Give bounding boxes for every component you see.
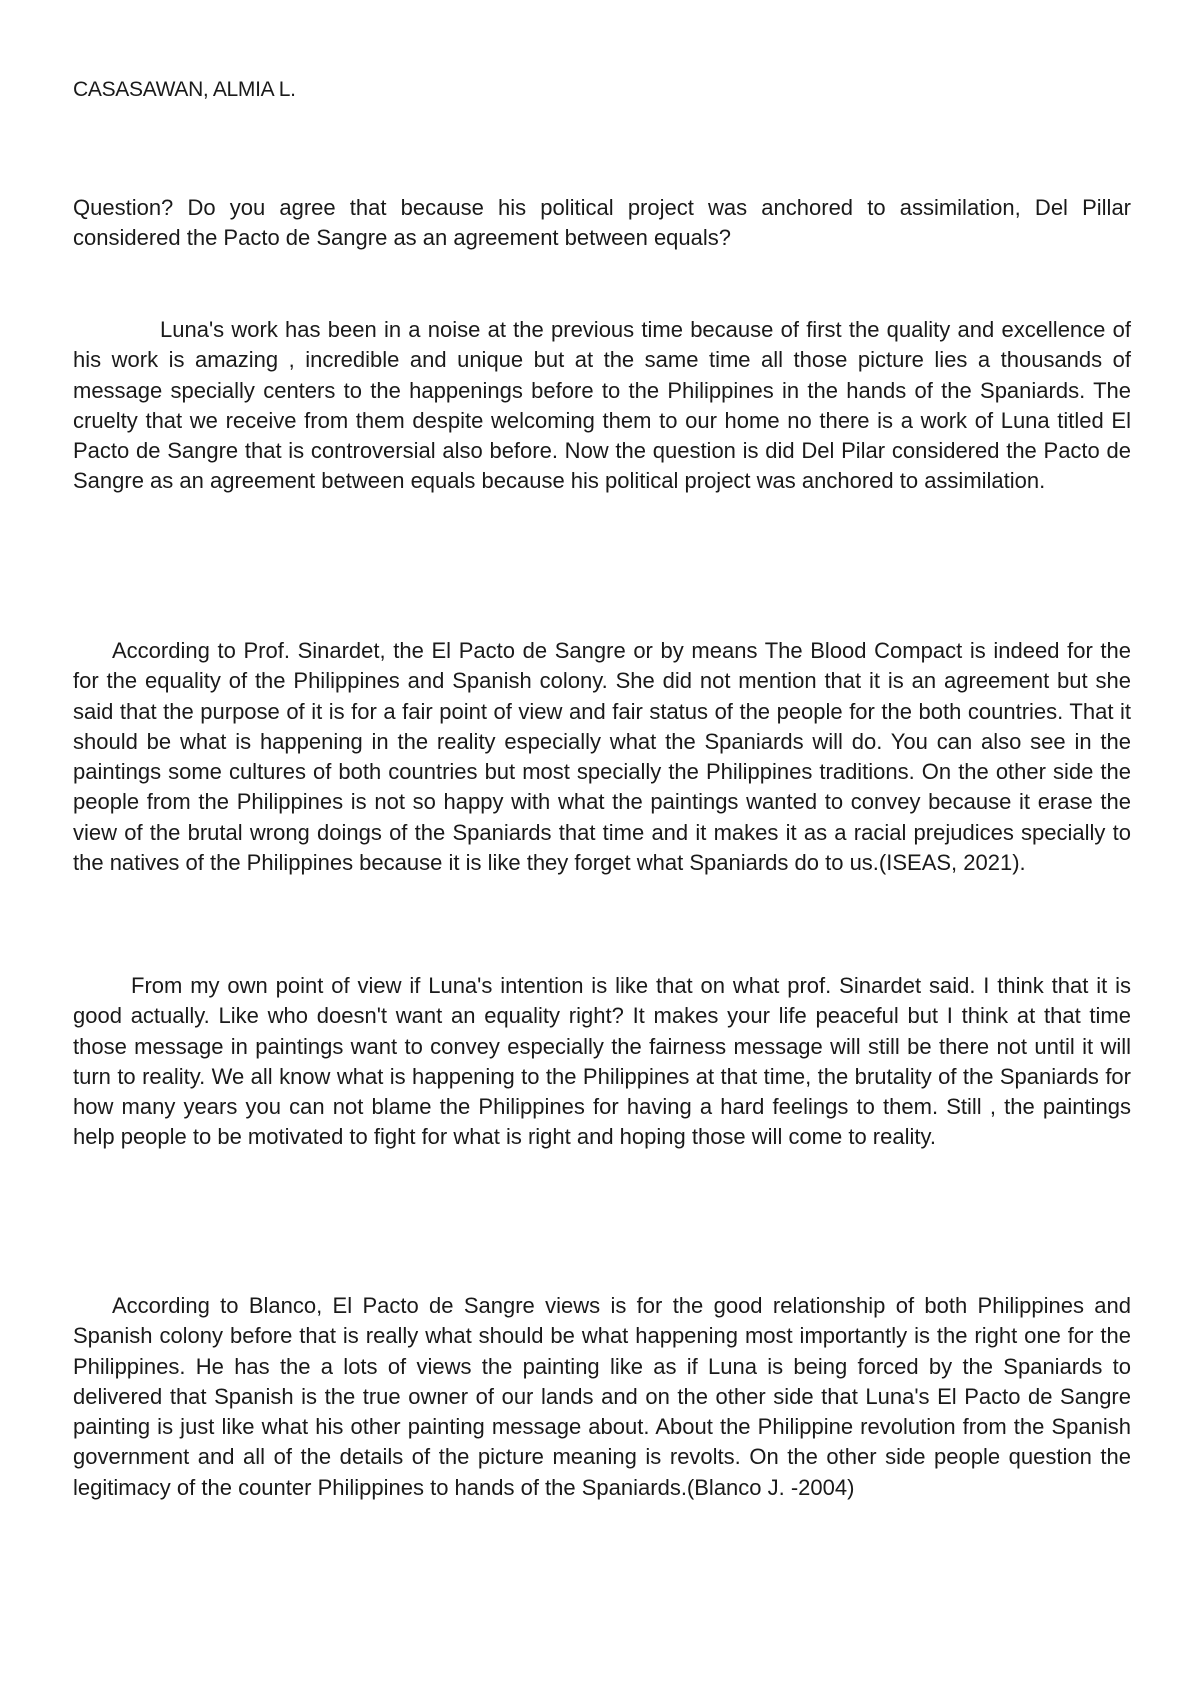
question-text: Question? Do you agree that because his political project was anchored to assimilation, Del Pillar considered the Pacto de Sangre as an agreement between equals? (73, 195, 1131, 251)
author-name: CASASAWAN, ALMIA L. (73, 78, 296, 101)
paragraph-luna-work: Luna's work has been in a noise at the previous time because of first the quality and excellence of his work is amazing , incredible and unique but at the same time all those picture lies a thousands of message specially centers to the happenings before to the Philippines in the hands of the Spaniards. The cruelty that we receive from them despite welcoming them to our home no there is a work of Luna titled El Pacto de Sangre that is controversial also before. Now the question is did Del Pilar considered the Pacto de Sangre as an agreement between equals because his political project was anchored to assimilation. (73, 317, 1131, 494)
paragraph-sinardet: According to Prof. Sinardet, the El Pacto de Sangre or by means The Blood Compact is indeed for the for the equality of the Philippines and Spanish colony. She did not mention that it is an agreement but she said that the purpose of it is for a fair point of view and fair status of the people for the both countries. That it should be what is happening in the reality especially what the Spaniards will do. You can also see in the paintings some cultures of both countries but most specially the Philippines traditions. On the other side the people from the Philippines is not so happy with what the paintings wanted to convey because it erase the view of the brutal wrong doings of the Spaniards that time and it makes it as a racial prejudices specially to the natives of the Philippines because it is like they forget what Spaniards do to us.(ISEAS, 2021). (73, 638, 1131, 876)
paragraph-blanco: According to Blanco, El Pacto de Sangre views is for the good relationship of both Philippines and Spanish colony before that is really what should be what happening most importantly is the right one for the Philippines. He has the a lots of views the painting like as if Luna is being forced by the Spaniards to delivered that Spanish is the true owner of our lands and on the other side that Luna's El Pacto de Sangre painting is just like what his other painting message about. About the Philippine revolution from the Spanish government and all of the details of the picture meaning is revolts. On the other side people question the legitimacy of the counter Philippines to hands of the Spaniards.(Blanco J. -2004) (73, 1293, 1131, 1500)
paragraph-own-view: From my own point of view if Luna's intention is like that on what prof. Sinardet said. I think that it is good actually. Like who doesn't want an equality right? It makes your life peaceful but I think at that time those message in paintings want to convey especially the fairness message will still be there not until it will turn to reality. We all know what is happening to the Philippines at that time, the brutality of the Spaniards for how many years you can not blame the Philippines for having a hard feelings to them. Still , the paintings help people to be motivated to fight for what is right and hoping those will come to reality. (73, 973, 1131, 1150)
